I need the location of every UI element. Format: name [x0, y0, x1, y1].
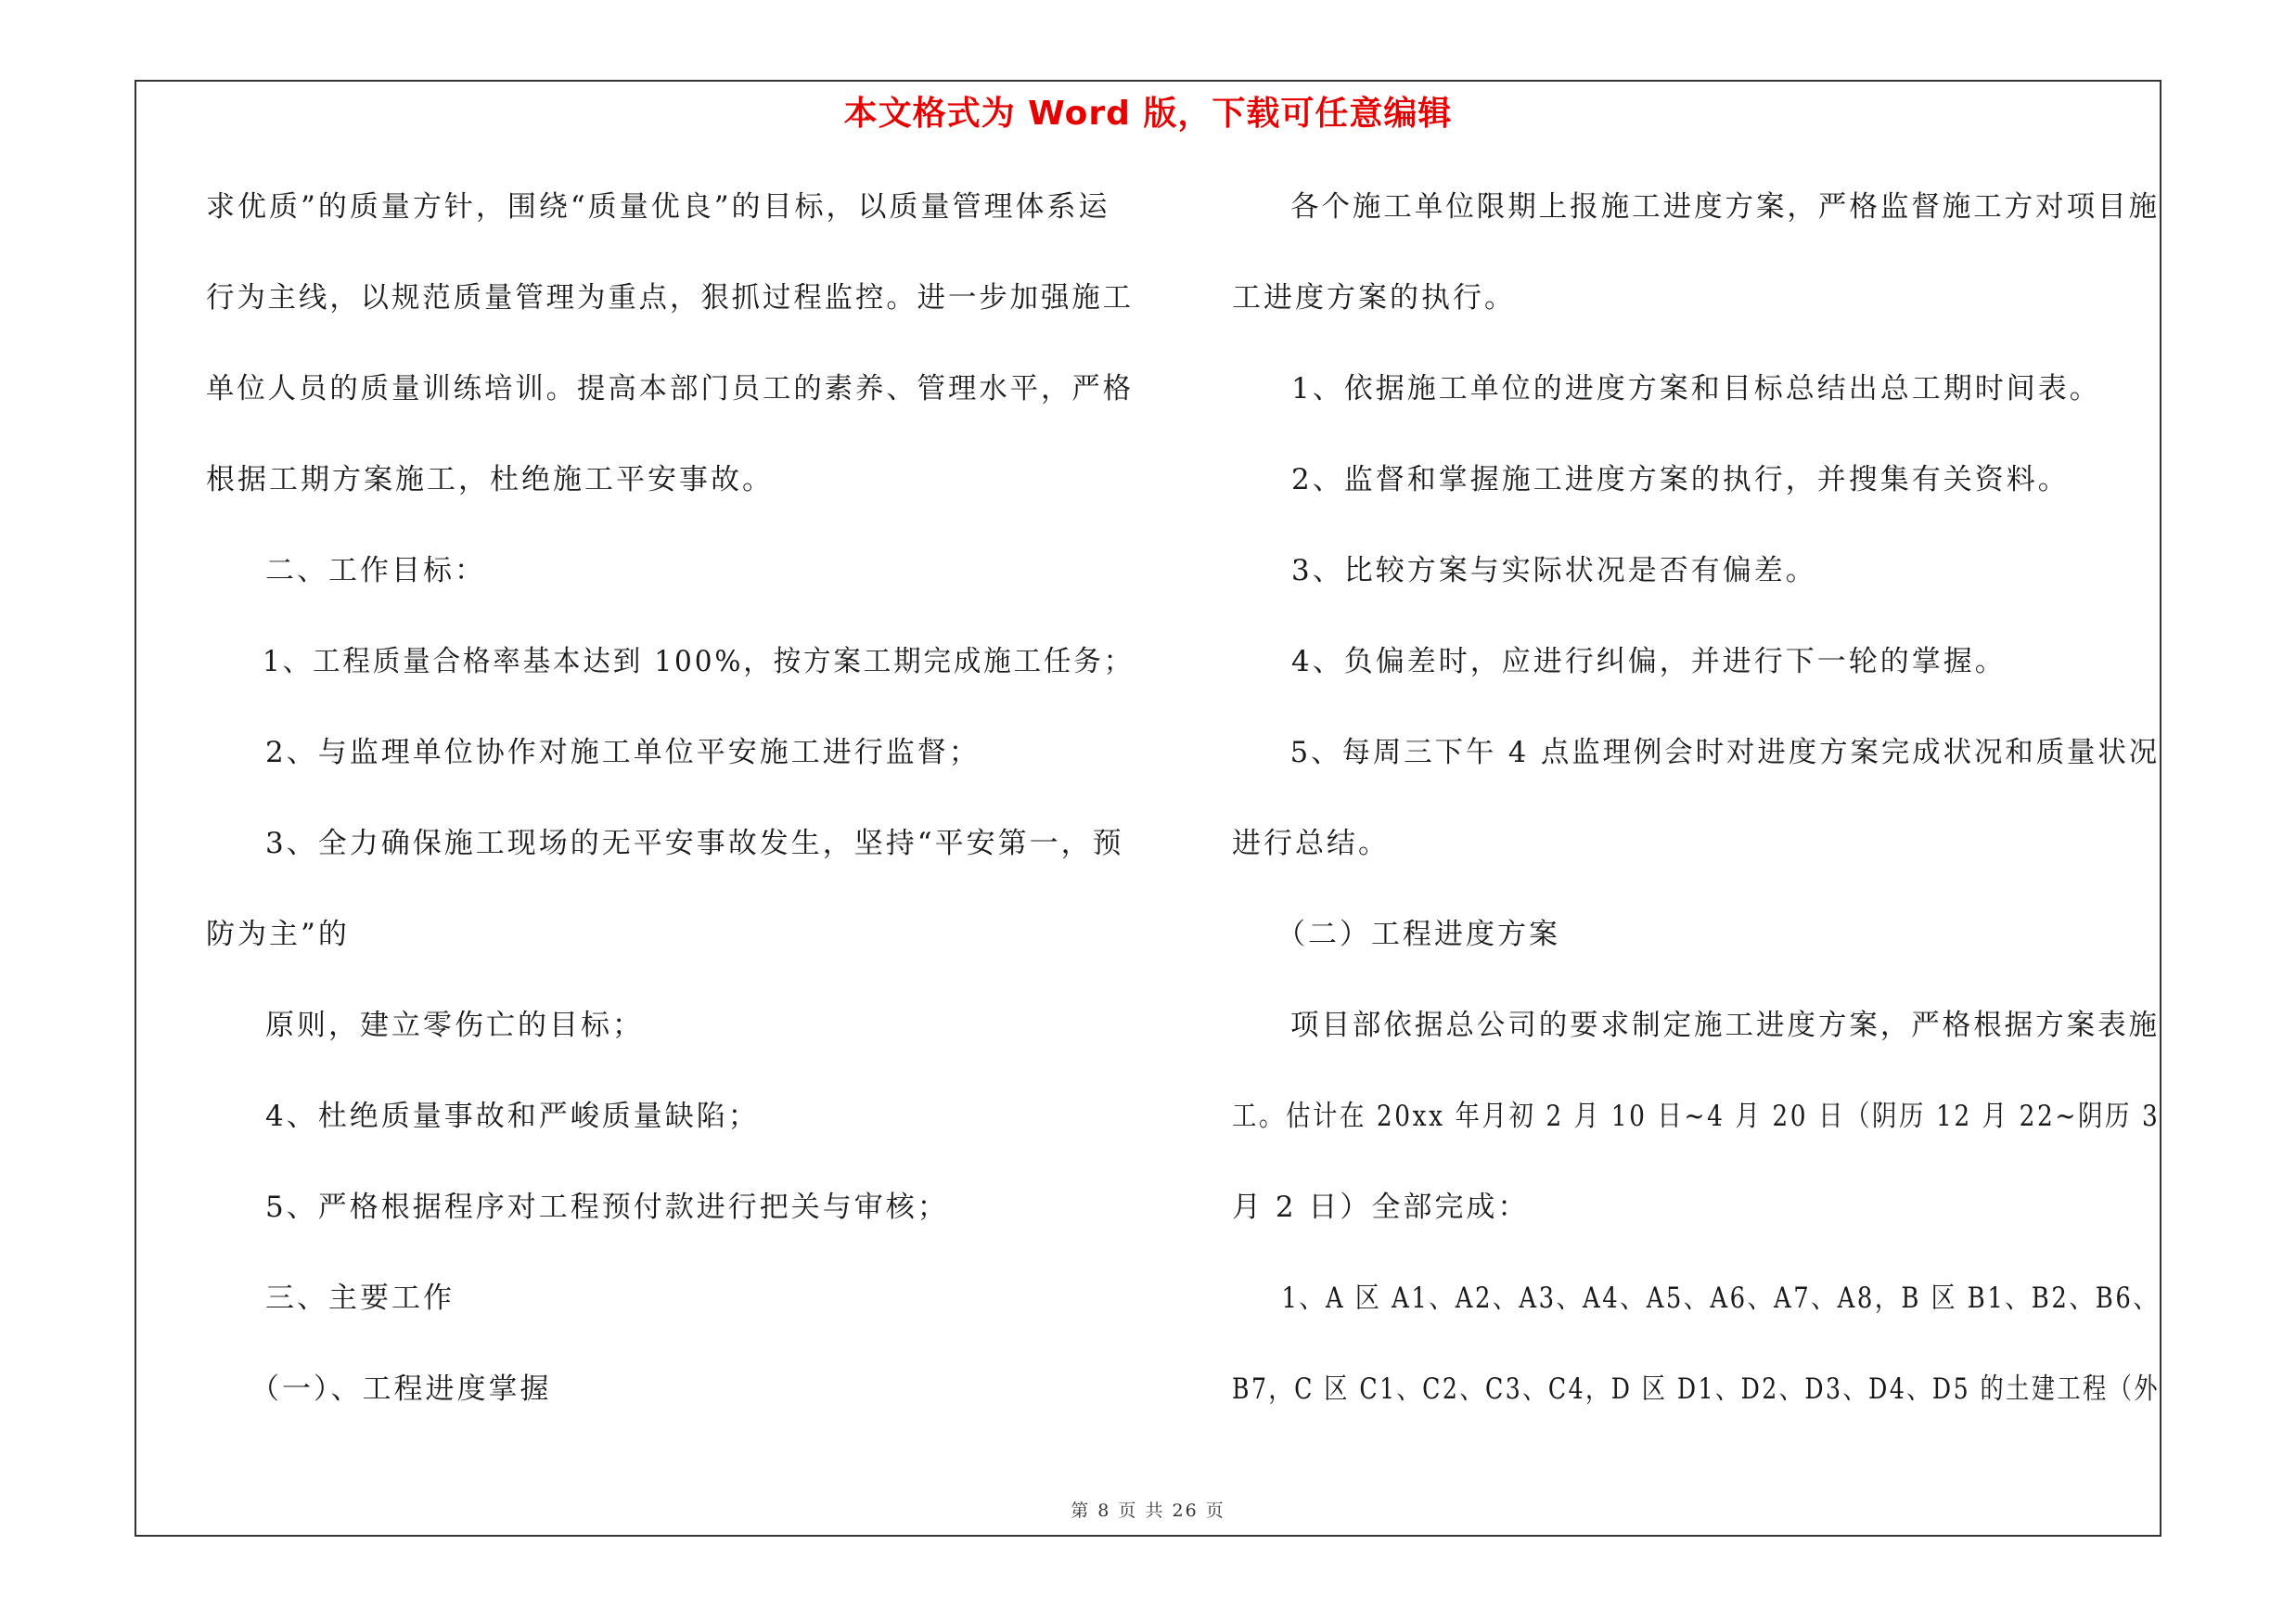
text-line: 工进度方案的执行。	[1232, 281, 1516, 315]
text-line: 防为主”的	[206, 918, 350, 951]
text-line: 求优质”的质量方针，围绕“质量优良”的目标，以质量管理体系运	[206, 190, 1110, 224]
subsection-heading: （一）、工程进度掌握	[250, 1372, 552, 1406]
text-line: 1、依据施工单位的进度方案和目标总结出总工期时间表。	[1291, 372, 2101, 406]
page-number: 第 8 页 共 26 页	[1071, 1501, 1225, 1521]
text-line: 根据工期方案施工，杜绝施工平安事故。	[206, 463, 774, 496]
text-line: 进行总结。	[1232, 827, 1390, 860]
format-banner: 本文格式为 Word 版，下载可任意编辑	[843, 95, 1453, 133]
text-line: 月 2 日）全部完成：	[1232, 1191, 1530, 1224]
text-line: 4、负偏差时，应进行纠偏，并进行下一轮的掌握。	[1291, 645, 2007, 678]
text-line: 原则，建立零伤亡的目标；	[265, 1009, 644, 1042]
text-line: 2、监督和掌握施工进度方案的执行，并搜集有关资料。	[1291, 463, 2070, 496]
text-line: 单位人员的质量训练培训。提高本部门员工的素养、管理水平，严格	[206, 372, 1134, 406]
text-line: 4、杜绝质量事故和严峻质量缺陷；	[265, 1100, 760, 1133]
text-line: 各个施工单位限期上报施工进度方案，严格监督施工方对项目施	[1289, 190, 2160, 224]
text-line: 行为主线，以规范质量管理为重点，狠抓过程监控。进一步加强施工	[206, 281, 1134, 315]
text-line: 1、A 区 A1、A2、A3、A4、A5、A6、A7、A8，B 区 B1、B2、B6、	[1281, 1282, 2160, 1315]
text-line: 5、每周三下午 4 点监理例会时对进度方案完成状况和质量状况	[1289, 736, 2161, 769]
text-line: 3、比较方案与实际状况是否有偏差。	[1291, 554, 1817, 587]
subsection-heading: （二）工程进度方案	[1276, 918, 1560, 951]
section-heading: 二、工作目标：	[265, 554, 486, 587]
text-line: 工。估计在 20xx 年月初 2 月 10 日~4 月 20 日（阴历 12 月 22~阴历 3	[1232, 1100, 2161, 1133]
text-line: 项目部依据总公司的要求制定施工进度方案，严格根据方案表施	[1289, 1009, 2160, 1042]
text-line: 3、全力确保施工现场的无平安事故发生，坚持“平安第一，预	[265, 827, 1124, 860]
text-line: B7，C 区 C1、C2、C3、C4，D 区 D1、D2、D3、D4、D5 的土建工程（外	[1232, 1372, 2161, 1406]
text-line: 5、严格根据程序对工程预付款进行把关与审核；	[265, 1191, 949, 1224]
text-line: 2、与监理单位协作对施工单位平安施工进行监督；	[265, 736, 981, 769]
section-heading: 三、主要工作	[265, 1282, 455, 1315]
text-line: 1、工程质量合格率基本达到 100%，按方案工期完成施工任务；	[262, 645, 1135, 678]
